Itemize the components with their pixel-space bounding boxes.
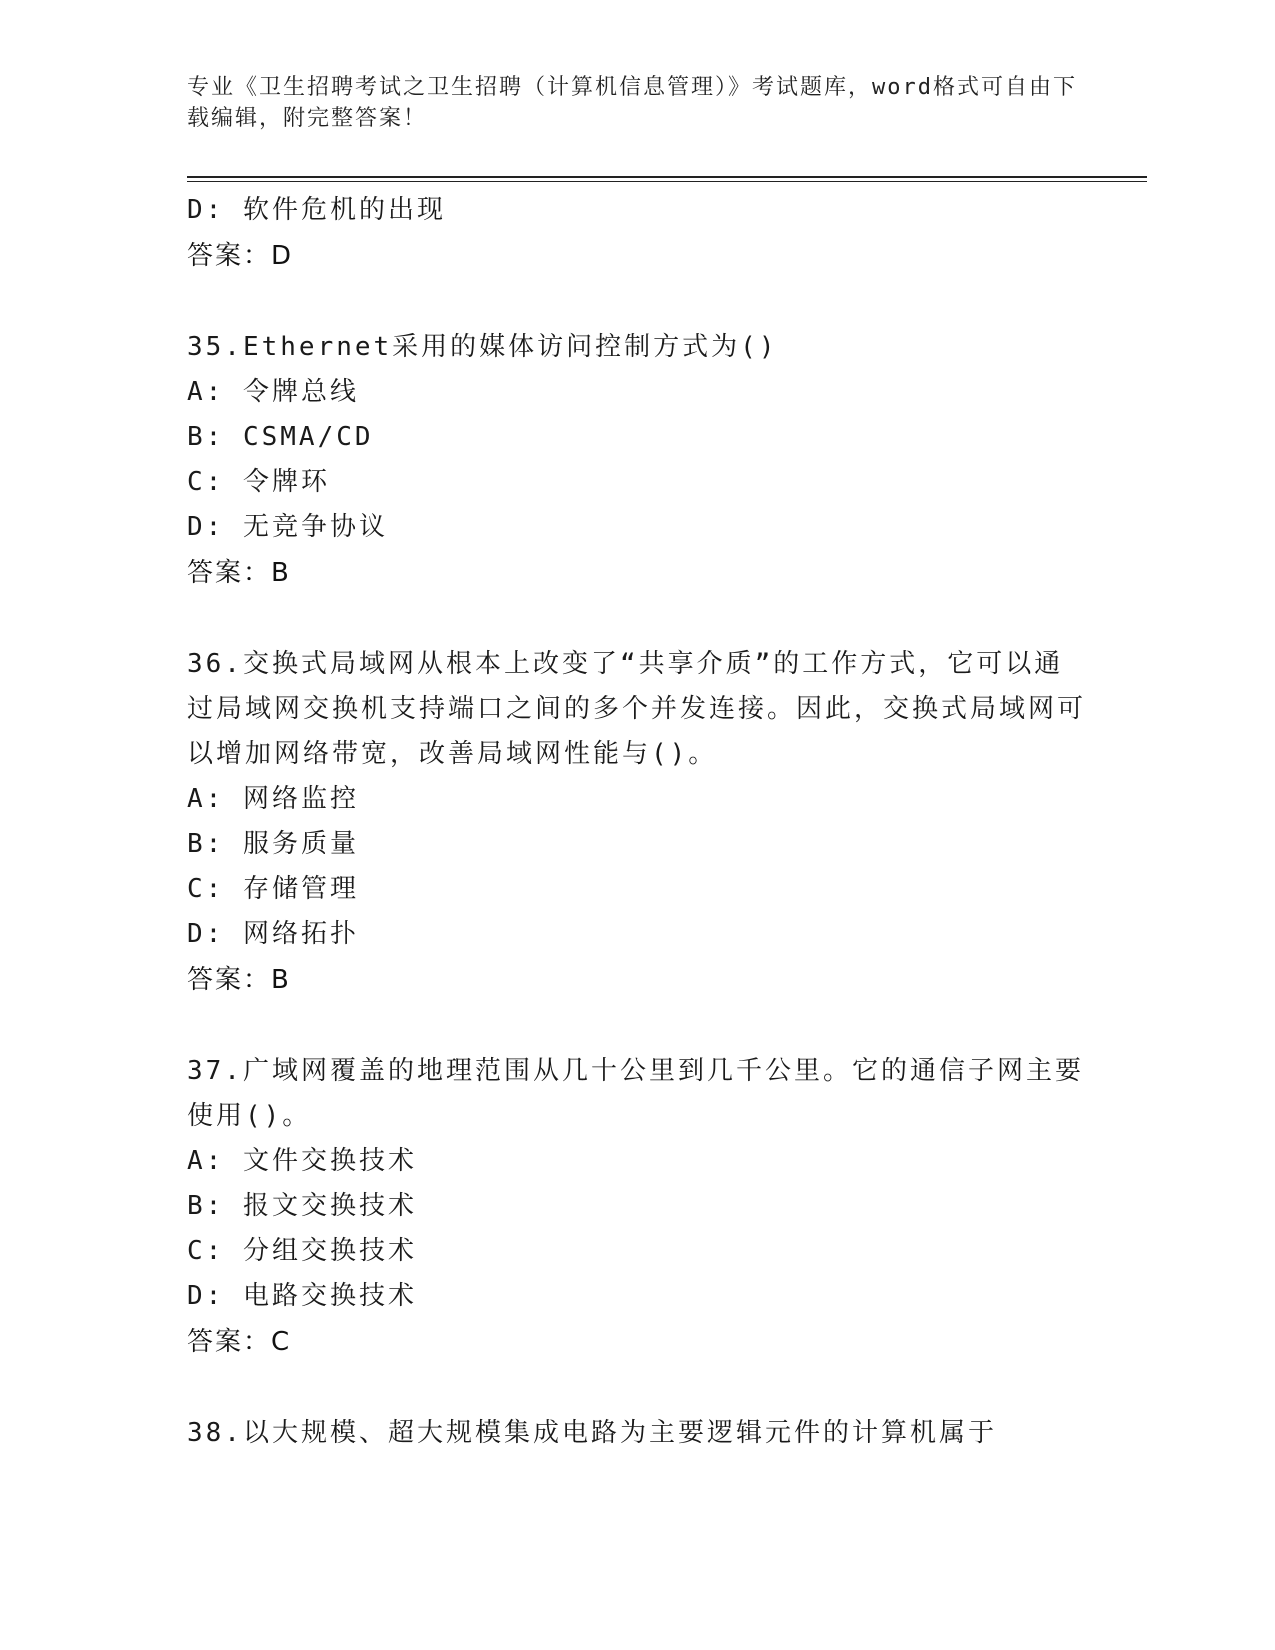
option-c: C: 存储管理: [187, 874, 359, 904]
answer-line: 答案：B: [187, 558, 291, 588]
option-a: A: 文件交换技术: [187, 1146, 417, 1176]
option-a: A: 网络监控: [187, 784, 359, 814]
question-36: [187, 642, 1087, 1003]
question-stem: 36.交换式局域网从根本上改变了“共享介质”的工作方式，它可以通过局域网交换机支持端口之间的多个并发连接。因此，交换式局域网可以增加网络带宽，改善局域网性能与()。: [187, 649, 1087, 769]
header-note: 专业《卫生招聘考试之卫生招聘（计算机信息管理）》考试题库，word格式可自由下载编辑，附完整答案！: [187, 75, 1077, 131]
answer-line: 答案：B: [187, 965, 291, 995]
question-stem: 35.Ethernet采用的媒体访问控制方式为(): [187, 332, 778, 362]
option-b: B: 服务质量: [187, 829, 359, 859]
option-b: B: 报文交换技术: [187, 1191, 417, 1221]
question-38: [187, 1411, 1087, 1456]
question-stem: 37.广域网覆盖的地理范围从几十公里到几千公里。它的通信子网主要使用()。: [187, 1056, 1084, 1131]
option-d: D: 无竞争协议: [187, 512, 388, 542]
answer-line: 答案：C: [187, 1327, 292, 1357]
option-d: D: 软件危机的出现: [187, 195, 446, 225]
answer-line: 答案：D: [187, 241, 294, 271]
question-37: [187, 1049, 1087, 1365]
question-35: [187, 325, 1087, 596]
question-stem: 38.以大规模、超大规模集成电路为主要逻辑元件的计算机属于: [187, 1418, 997, 1448]
option-a: A: 令牌总线: [187, 377, 359, 407]
option-b: B: CSMA/CD: [187, 422, 374, 452]
option-c: C: 分组交换技术: [187, 1236, 417, 1266]
header-divider: [187, 176, 1147, 182]
option-d: D: 电路交换技术: [187, 1281, 417, 1311]
option-d: D: 网络拓扑: [187, 919, 359, 949]
option-c: C: 令牌环: [187, 467, 330, 497]
document-content: [187, 188, 1087, 1456]
